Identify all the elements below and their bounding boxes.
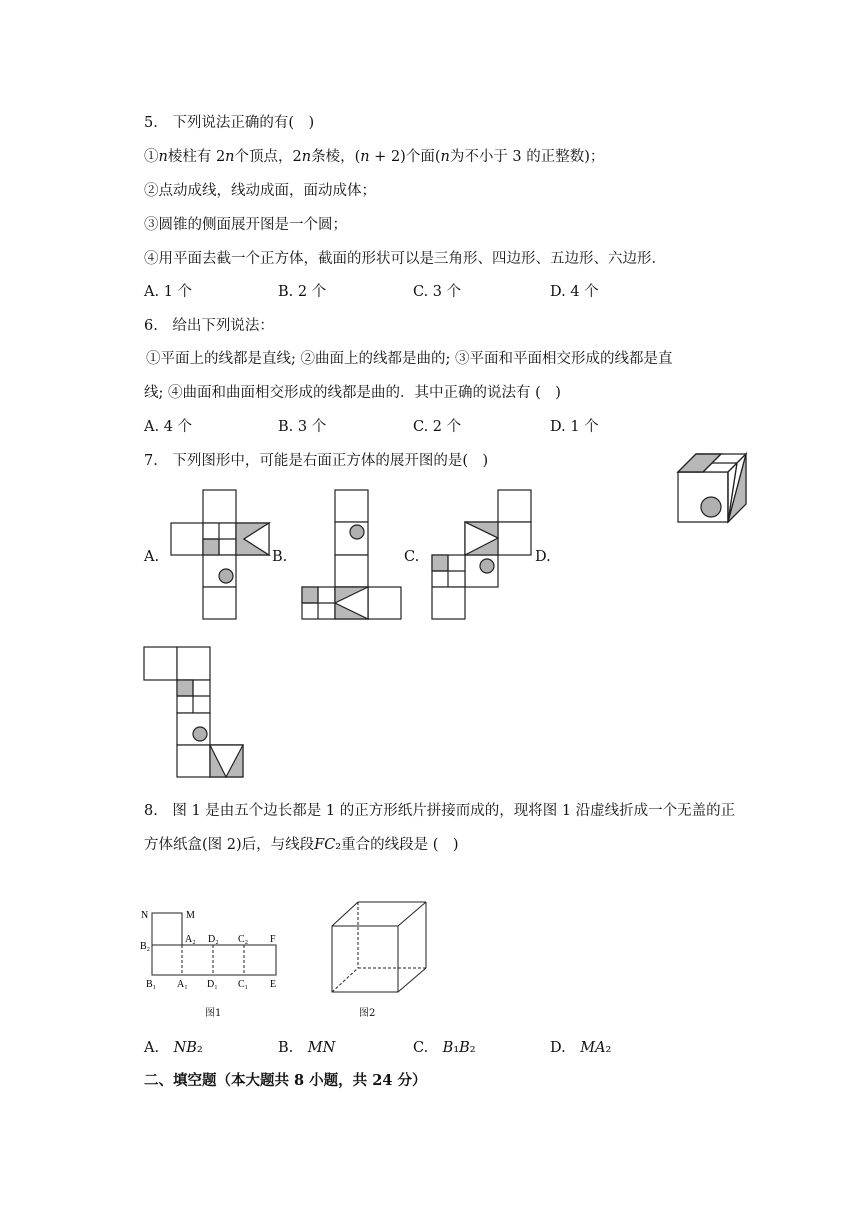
q8-figure-2 <box>330 902 434 994</box>
q8-figure-2-caption: 图2 <box>359 1008 376 1019</box>
fig1-label-a2: A₂ <box>185 934 196 945</box>
q8-line-2: 方体纸盒(图 2)后，与线段𝐹𝐶₂重合的线段是 ( ) <box>144 837 459 853</box>
q7-option-d[interactable]: D. <box>535 549 551 565</box>
q8-line-1: 8. 图 1 是由五个边长都是 1 的正方形纸片拼接而成的，现将图 1 沿虚线折成一个无盖的正 <box>144 803 736 819</box>
section-2-title: 二、填空题（本大题共 8 小题，共 24 分） <box>144 1072 427 1089</box>
fig1-label-d1: D₁ <box>207 979 218 990</box>
q7-reference-cube <box>676 452 756 526</box>
q7-net-a <box>171 490 271 620</box>
q8-option-d[interactable]: D. 𝑀𝐴₂ <box>550 1040 612 1056</box>
q7-stem: 7. 下列图形中，可能是右面正方体的展开图的是( ) <box>144 453 489 469</box>
q8-option-a[interactable]: A. 𝑁𝐵₂ <box>144 1040 203 1056</box>
q6-line-1: ①平面上的线都是直线; ②曲面上的线都是曲的; ③平面和平面相交形成的线都是直 <box>146 351 673 367</box>
fig1-label-f: F <box>270 934 276 945</box>
q5-statement-3: ③圆锥的侧面展开图是一个圆； <box>144 217 347 233</box>
q5-stem: 5. 下列说法正确的有( ) <box>144 115 315 131</box>
q7-net-d <box>144 647 248 779</box>
fig1-label-n: N <box>141 910 149 921</box>
fig1-label-c2: C₂ <box>238 934 249 945</box>
q5-statement-1: ①𝑛棱柱有 2𝑛个顶点，2𝑛条棱，(𝑛 + 2)个面(𝑛为不小于 3 的正整数)； <box>144 149 605 165</box>
q6-stem: 6. 给出下列说法： <box>144 318 274 334</box>
q6-option-d[interactable]: D. 1 个 <box>550 419 599 435</box>
q6-option-b[interactable]: B. 3 个 <box>278 419 327 435</box>
q6-option-c[interactable]: C. 2 个 <box>413 419 462 435</box>
q5-statement-4: ④用平面去截一个正方体，截面的形状可以是三角形、四边形、五边形、六边形． <box>144 251 666 267</box>
q7-option-b[interactable]: B. <box>272 549 288 565</box>
q5-option-d[interactable]: D. 4 个 <box>550 284 599 300</box>
q6-option-a[interactable]: A. 4 个 <box>144 419 193 435</box>
q7-option-c[interactable]: C. <box>404 549 420 565</box>
q7-option-a[interactable]: A. <box>144 549 160 565</box>
q8-figure-1 <box>140 905 290 990</box>
fig1-label-b1: B₁ <box>146 979 157 990</box>
q8-option-c[interactable]: C. 𝐵₁𝐵₂ <box>413 1040 476 1056</box>
fig1-label-d2: D₂ <box>208 934 219 945</box>
fig1-label-a1: A₁ <box>177 979 188 990</box>
q5-option-a[interactable]: A. 1 个 <box>144 284 193 300</box>
q5-option-c[interactable]: C. 3 个 <box>413 284 462 300</box>
q5-statement-2: ②点动成线，线动成面，面动成体； <box>144 183 376 199</box>
fig1-label-b2: B₂ <box>140 941 151 952</box>
q7-net-c <box>432 490 532 620</box>
q7-net-b <box>302 490 402 620</box>
q8-figure-1-caption: 图1 <box>205 1008 222 1019</box>
q5-option-b[interactable]: B. 2 个 <box>278 284 327 300</box>
fig1-label-m: M <box>186 910 195 921</box>
fig1-label-c1: C₁ <box>238 979 249 990</box>
fig1-label-e: E <box>270 979 277 990</box>
q6-line-2: 线; ④曲面和曲面相交形成的线都是曲的．其中正确的说法有 ( ) <box>144 385 561 401</box>
q8-option-b[interactable]: B. 𝑀𝑁 <box>278 1040 336 1056</box>
